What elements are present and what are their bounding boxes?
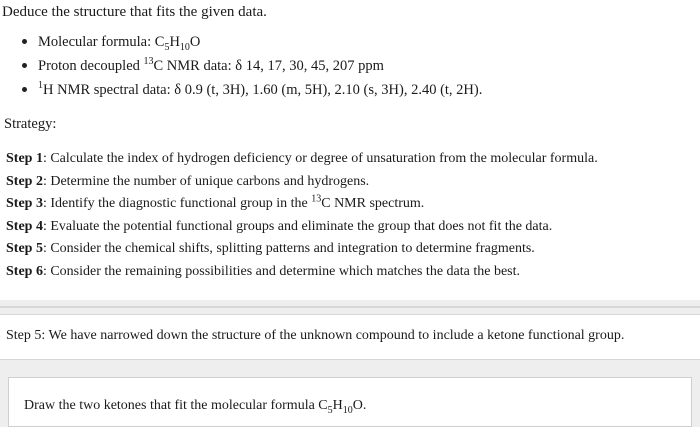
- c13-nmr-item: Proton decoupled $^{13}$C NMR data: δ 14, 17, 30, 45, 207 ppm: [22, 54, 482, 78]
- section-divider: [0, 306, 700, 308]
- step-item: Step 4: Evaluate the potential functional groups and eliminate the group that does not fit the data.: [6, 218, 553, 234]
- bullet-icon: [22, 63, 27, 68]
- step-item: Step 3: Identify the diagnostic functional group in the $^{13}$C NMR spectrum.: [6, 193, 425, 212]
- step-item: Step 6: Consider the remaining possibilities and determine which matches the data the best.: [6, 263, 520, 279]
- draw-prompt-box[interactable]: [8, 377, 692, 427]
- step5-note: Step 5: We have narrowed down the structure of the unknown compound to include a ketone functional group.: [6, 328, 625, 343]
- bullet-icon: [22, 39, 27, 44]
- strategy-steps: [6, 148, 598, 284]
- h1-nmr-item: $^1$H NMR spectral data: δ 0.9 (t, 3H), 1.60 (m, 5H), 2.10 (s, 3H), 2.40 (t, 2H).: [22, 78, 482, 102]
- given-data-list: [22, 30, 482, 102]
- step5-note-box: [0, 314, 700, 360]
- bullet-icon: [22, 87, 27, 92]
- step-item: Step 1: Calculate the index of hydrogen deficiency or degree of unsaturation from the molecular formula.: [6, 151, 598, 166]
- step-item: Step 2: Determine the number of unique carbons and hydrogens.: [6, 173, 370, 189]
- question-title: Deduce the structure that fits the given data.: [2, 4, 267, 20]
- strategy-heading: Strategy:: [4, 116, 57, 132]
- step-item: Step 5: Consider the chemical shifts, splitting patterns and integration to determine fragments.: [6, 241, 535, 257]
- draw-prompt: Draw the two ketones that fit the molecular formula $C_5H_{10}O$.: [24, 398, 367, 416]
- molecular-formula-item: Molecular formula: $C_5H_{10}O$: [22, 30, 482, 54]
